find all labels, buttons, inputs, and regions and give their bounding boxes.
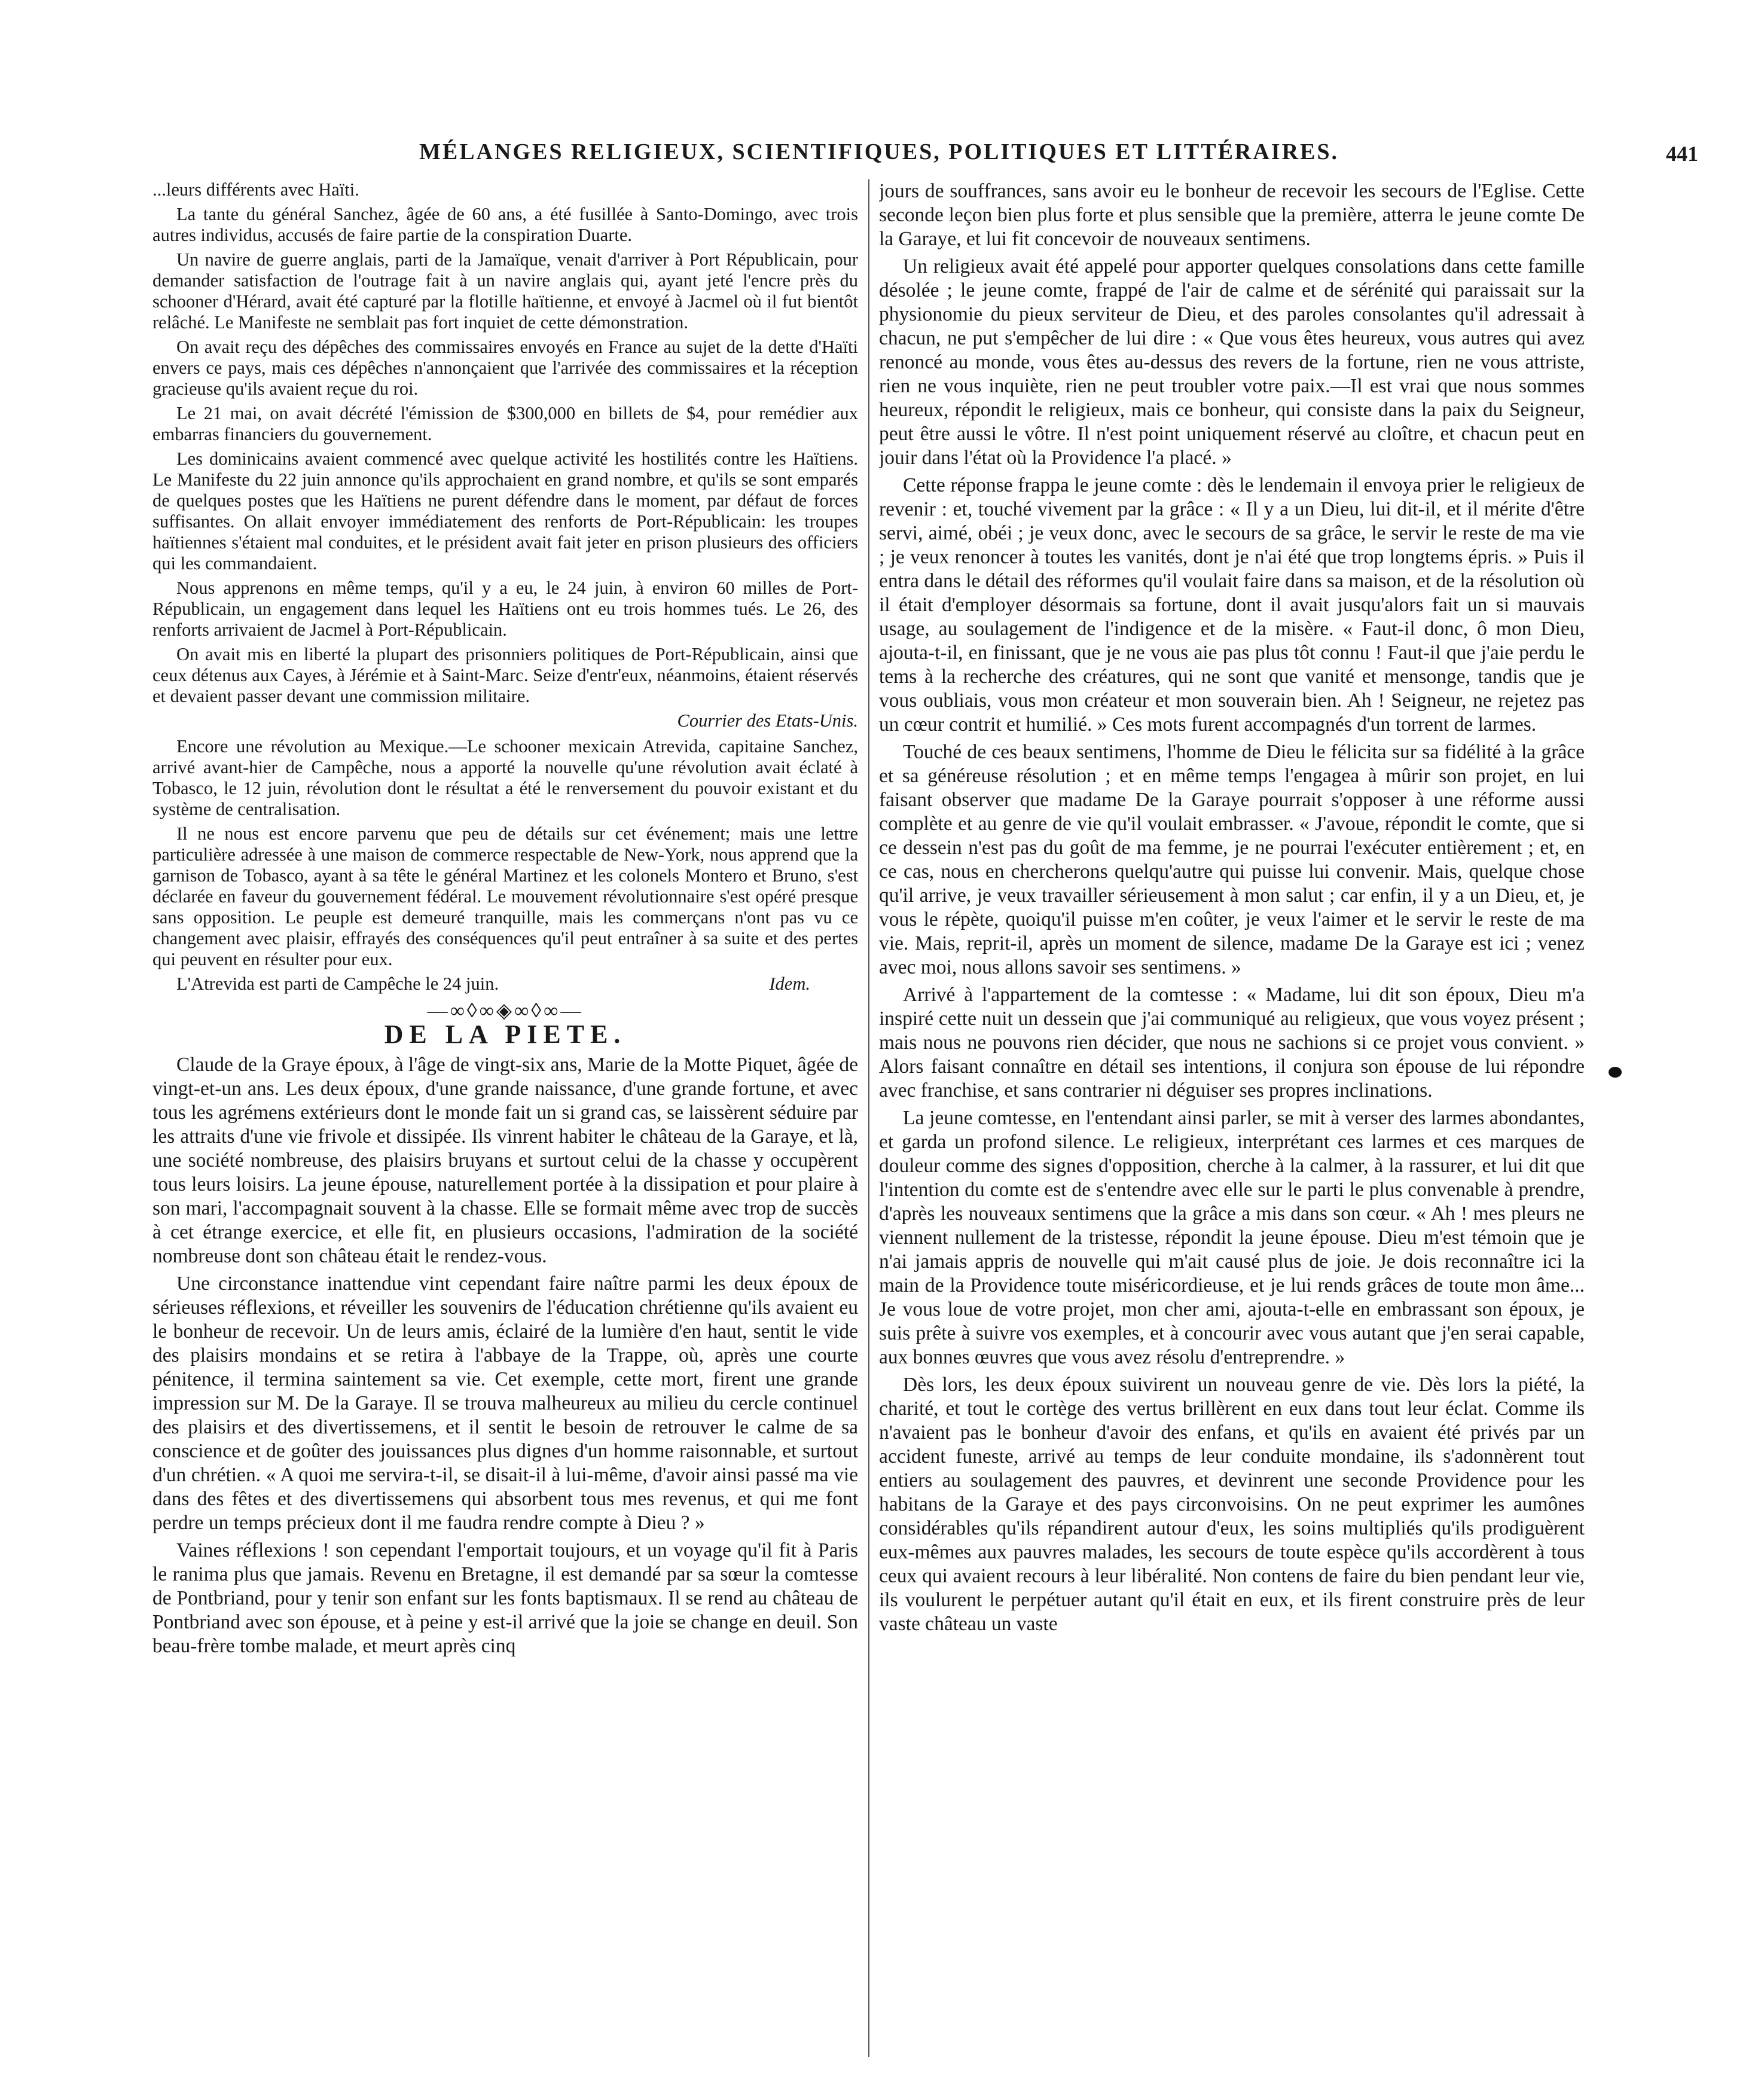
news-paragraph: On avait reçu des dépêches des commissaires envoyés en France au sujet de la dette d'Haïti envers ce pays, mais ces dépêches n'annonçaient que l'arrivée des commissaires et la réception gracieuse qu'ils avaient reçue du roi. [152,337,858,399]
news-paragraph: La tante du général Sanchez, âgée de 60 ans, a été fusillée à Santo-Domingo, avec trois autres individus, accusés de faire partie de la conspiration Duarte. [152,204,858,245]
article-paragraph: Arrivé à l'appartement de la comtesse : « Madame, lui dit son époux, Dieu m'a inspiré cette nuit un dessein que j'ai communiqué au religieux, que vous voyez présent ; mais nous ne pouvons rien décider, que nous ne sachions si ce projet vous convient. » Alors faisant connaître en détail ses intentions, il conjura son épouse de lui répondre avec franchise, et sans contrarier ni déguiser ses propres inclinations. [879,984,1585,1102]
section-ornament: —∞◊∞◈∞◊∞— [427,1000,584,1022]
news-paragraph: ...leurs différents avec Haïti. [152,179,359,200]
news-paragraph: Nous apprenons en même temps, qu'il y a eu, le 24 juin, à environ 60 milles de Port-Républicain, un engagement dans lequel les Haïtiens ont eu trois hommes tués. Le 26, des renforts arrivaient de Jacmel à Port-Républicain. [152,578,858,640]
page-number: 441 [1666,142,1698,166]
news-paragraph: Encore une révolution au Mexique.—Le schooner mexicain Atrevida, capitaine Sanchez, arrivé avant-hier de Campêche, nous a apporté la nouvelle qu'une révolution avait éclaté à Tobasco, le 12 juin, révolution dont le résultat a été le renversement du pouvoir existant et du système de centralisation. [152,736,858,819]
column-rule [868,179,869,2057]
article-paragraph: Dès lors, les deux époux suivirent un nouveau genre de vie. Dès lors la piété, la charité, et tout le cortège des vertus brillèrent en eux dans tout leur éclat. Comme ils n'avaient pas le bonheur d'avoir des enfans, et qu'ils en avaient été privés par un accident funeste, arrivé au temps de leur conduite mondaine, ils s'adonnèrent tout entiers au soulagement des pauvres, et devinrent une seconde Providence pour les habitans de la Garaye et des pays circonvoisins. On ne peut exprimer les aumônes considérables qu'ils répandirent autour d'eux, les soins multipliés qu'ils prodiguèrent eux-mêmes aux pauvres malades, les secours de toute espèce qu'ils accordèrent à tous ceux qui avaient recours à leur libéralité. Non contens de faire du bien pendant leur vie, ils voulurent le perpétuer autant qu'il était en eux, et ils firent construire près de leur vaste château un vaste [879,1374,1585,1635]
article-paragraph: Vaines réflexions ! son cependant l'emportait toujours, et un voyage qu'il fit à Paris le ranima plus que jamais. Revenu en Bretagne, il est demandé par sa sœur la comtesse de Pontbriand, pour y tenir son enfant sur les fonts baptismaux. Il se rend au château de Pontbriand avec son épouse, et à peine y est-il arrivé que la joie se change en deuil. Son beau-frère tombe malade, et meurt après cinq [152,1539,858,1657]
article-paragraph: Un religieux avait été appelé pour apporter quelques consolations dans cette famille désolée ; le jeune comte, frappé de l'air de calme et de sérénité qui paraissait sur la physionomie du pieux serviteur de Dieu, et des paroles consolantes qu'il adressait à chacun, ne put s'empêcher de lui dire : « Que vous êtes heureux, vous autres qui avez renoncé au monde, vous êtes au-dessus des revers de la fortune, rien ne vous attriste, rien ne vous inquiète, rien ne peut troubler votre paix.—Il est vrai que nous sommes heureux, répondit le religieux, mais ce bonheur, qui consiste dans la paix du Seigneur, peut être aussi le vôtre. Il n'est point uniquement réservé au cloître, et chacun peut en jouir dans l'état où la Providence l'a placé. » [879,255,1585,469]
article-paragraph: Touché de ces beaux sentimens, l'homme de Dieu le félicita sur sa fidélité à la grâce et sa généreuse résolution ; et en même temps l'engagea à mûrir son projet, en lui faisant observer que madame De la Garaye pourrait s'opposer à une réforme aussi complète et au genre de vie qu'il voulait embrasser. « J'avoue, répondit le comte, que si ce dessein n'est pas du goût de ma femme, je ne pourrai l'exécuter entièrement ; et, en ce cas, nous en chercherons quelqu'autre qui puisse lui convenir. Mais, quelque chose qu'il arrive, je veux travailler sérieusement à mon salut ; car enfin, il y a un Dieu, et, je vous le répète, quoiqu'il puisse m'en coûter, je veux l'aimer et le servir le reste de ma vie. Mais, reprit-il, après un moment de silence, madame De la Garaye est ici ; venez avec moi, nous allons savoir ses sentimens. » [879,741,1585,978]
final-line: L'Atrevida est parti de Campêche le 24 juin. [176,974,499,994]
news-paragraph: Le 21 mai, on avait décrété l'émission de $300,000 en billets de $4, pour remédier aux embarras financiers du gouvernement. [152,403,858,444]
news-paragraph: Il ne nous est encore parvenu que peu de détails sur cet événement; mais une lettre particulière adressée à une maison de commerce respectable de New-York, nous apprend que la garnison de Tobasco, ayant à sa tête le général Martinez et les colonels Montero et Bruno, s'est déclarée en faveur du gouvernement fédéral. Le mouvement révolutionnaire s'est opéré presque sans opposition. Le peuple est demeuré tranquille, mais les commerçans n'ont pas vu ce changement avec plaisir, effrayés des conséquences qu'il peut entraîner à sa suite et des pertes qui peuvent en résulter pour eux. [152,823,858,969]
ink-blot [1609,1067,1622,1078]
news-paragraph [152,974,858,994]
article-body [152,1053,858,1658]
news-paragraph: Un navire de guerre anglais, parti de la Jamaïque, venait d'arriver à Port Républicain, pour demander satisfaction de l'outrage fait à un navire anglais qui, ayant jeté l'encre près du schooner d'Hérard, avait été capturé par la flotille haïtienne, et envoyé à Jacmel où il fut bientôt relâché. Le Manifeste ne semblait pas fort inquiet de cette démonstration. [152,249,858,332]
left-column [152,179,858,2051]
news-paragraph: Les dominicains avaient commencé avec quelque activité les hostilités contre les Haïtiens. Le Manifeste du 22 juin annonce qu'ils approchaient en grand nombre, et qu'ils se sont emparés de quelques postes que les Haïtiens ne purent défendre dans le moment, par défaut de forces suffisantes. On allait envoyer immédiatement des renforts de Port-Républicain: les troupes haïtiennes s'étaient mal conduites, et le président avait fait jeter en prison plusieurs des officiers qui les commandaient. [152,449,858,573]
article-paragraph: La jeune comtesse, en l'entendant ainsi parler, se mit à verser des larmes abondantes, et garda un profond silence. Le religieux, interprétant ces larmes et ces marques de douleur comme des signes d'opposition, cherche à la calmer, à la rassurer, et lui dit que l'intention du comte est de s'entendre avec elle sur le parti le plus convenable à prendre, d'après les nouveaux sentimens que la grâce a mis dans son cœur. « Ah ! mes pleurs ne viennent nullement de la tristesse, répondit la jeune épouse. Dieu m'est témoin que je n'ai jamais appris de nouvelle qui m'ait causé plus de joie. Je dois reconnaître ici la main de la Providence toute miséricordieuse, et je lui rends grâces de toute mon âme... Je vous loue de votre projet, mon cher ami, ajouta-t-elle en embrassant son époux, je suis prête à suivre vos exemples, et à concourir avec vous autant que j'en serai capable, aux bonnes œuvres que vous avez résolu d'entreprendre. » [879,1107,1585,1368]
right-column [879,179,1585,2051]
article-paragraph: Une circonstance inattendue vint cependant faire naître parmi les deux époux de sérieuses réflexions, et réveiller les souvenirs de l'éducation chrétienne qu'ils avaient eu le bonheur de recevoir. Un de leurs amis, éclairé de la lumière d'en haut, sentit le vide des plaisirs mondains et se retira à l'abbaye de la Trappe, où, après une courte pénitence, il termina saintement sa vie. Cet exemple, cette mort, firent une grande impression sur M. De la Garaye. Il se trouva malheureux au milieu du cercle continuel des plaisirs et des divertissemens, et il sentit le besoin de retrouver le calme de sa conscience et de goûter des jouissances plus dignes d'un homme raisonnable, et surtout d'un chrétien. « A quoi me servira-t-il, se disait-il à lui-même, d'avoir ainsi passé ma vie dans des fêtes et des divertissemens qui absorbent tous mes revenus, et qui me font perdre un temps précieux dont il me faudra rendre compte à Dieu ? » [152,1273,858,1534]
running-title: MÉLANGES RELIGIEUX, SCIENTIFIQUES, POLITIQUES ET LITTÉRAIRES. [419,139,1339,164]
source-attribution: Courrier des Etats-Unis. [677,710,858,731]
article-paragraph: Cette réponse frappa le jeune comte : dès le lendemain il envoya prier le religieux de revenir : et, touché vivement par la grâce : « Il y a un Dieu, lui dit-il, et il mérite d'être servi, aimé, obéi ; je veux donc, avec le secours de sa grâce, le servir le reste de ma vie ; je veux renoncer à toutes les vanités, dont je n'ai été que trop longtems épris. » Puis il entra dans le détail des réformes qu'il voulait faire dans sa maison, et de la résolution où il était d'employer désormais sa fortune, dont il avait jusqu'alors fait un si mauvais usage, au soulagement de l'indigence et de la misère. « Faut-il donc, ô mon Dieu, ajouta-t-il, en finissant, que je ne vous aie pas plus tôt connu ! Faut-il que j'aie perdu le tems à la recherche des créatures, qui ne sont que vanité et mensonge, tandis que je vous oubliais, vous mon créateur et mon souverain bien. Ah ! Seigneur, ne rejetez pas un cœur contrit et humilié. » Ces mots furent accompagnés d'un torrent de larmes. [879,474,1585,736]
source-attribution: Idem. [769,974,810,994]
article-paragraph: Claude de la Graye époux, à l'âge de vingt-six ans, Marie de la Motte Piquet, âgée de vingt-et-un ans. Les deux époux, d'une grande naissance, d'une grande fortune, et avec tous les agrémens extérieurs dont le monde fait un si grand cas, se laissèrent séduire par les attraits d'une vie frivole et dissipée. Ils vinrent habiter le château de la Garaye, et là, une société nombreuse, des plaisirs bruyans et surtout celui de la chasse y occupèrent tous leurs loisirs. La jeune épouse, naturellement portée à la dissipation et pour plaire à son mari, l'accompagnait souvent à la chasse. Elle se formait même avec trop de succès à cet étrange exercice, et elle fit, en plusieurs occasions, l'admiration de la société nombreuse dont son château était le rendez-vous. [152,1054,858,1267]
section-title: DE LA PIETE. [384,1020,627,1049]
article-paragraph: jours de souffrances, sans avoir eu le bonheur de recevoir les secours de l'Eglise. Cette seconde leçon bien plus forte et plus sensible que la première, atterra le jeune comte De la Garaye, et lui fit concevoir de nouveaux sentimens. [879,180,1585,250]
news-paragraph: On avait mis en liberté la plupart des prisonniers politiques de Port-Républicain, ainsi que ceux détenus aux Cayes, à Jérémie et à Saint-Marc. Seize d'entr'eux, néanmoins, étaient réservés et devaient passer devant une commission militaire. [152,644,858,706]
